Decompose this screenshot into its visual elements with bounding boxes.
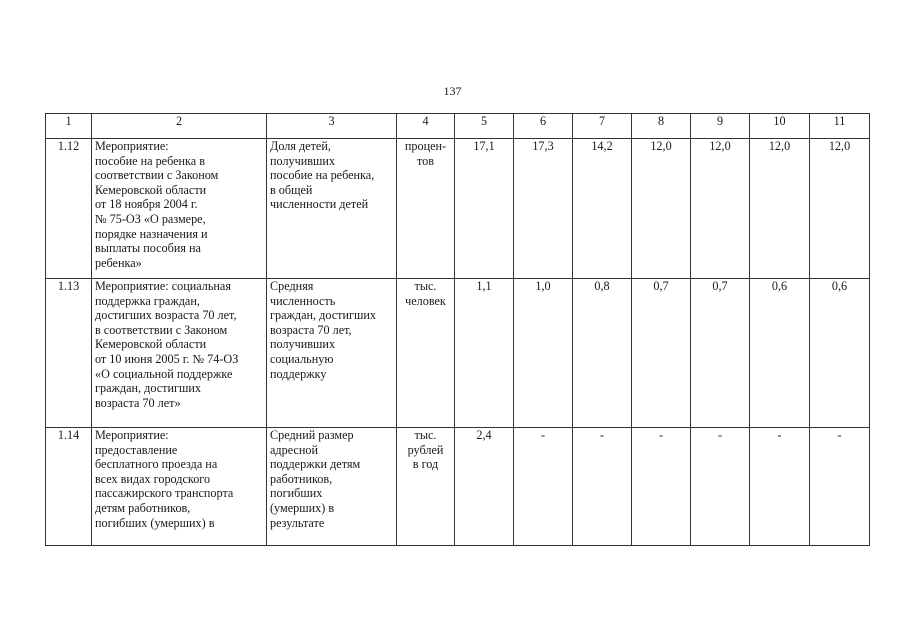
unit-cell: процен- тов	[397, 139, 455, 279]
value-cell: -	[750, 428, 810, 546]
row-number: 1.12	[46, 139, 92, 279]
value-cell: 12,0	[750, 139, 810, 279]
col-header: 11	[810, 114, 870, 139]
row-number: 1.13	[46, 279, 92, 428]
value-cell: 0,6	[750, 279, 810, 428]
col-header: 4	[397, 114, 455, 139]
value-cell: -	[573, 428, 632, 546]
value-cell: -	[691, 428, 750, 546]
indicator-cell: Доля детей, получивших пособие на ребенка, в общей численности детей	[267, 139, 397, 279]
col-header: 8	[632, 114, 691, 139]
unit-cell: тыс. рублей в год	[397, 428, 455, 546]
header-row	[46, 114, 870, 139]
col-header: 5	[455, 114, 514, 139]
table-row	[46, 428, 870, 546]
value-cell: 1,1	[455, 279, 514, 428]
value-cell: 0,7	[691, 279, 750, 428]
table-row	[46, 279, 870, 428]
value-cell: 12,0	[632, 139, 691, 279]
indicators-table	[45, 113, 870, 546]
value-cell: 2,4	[455, 428, 514, 546]
col-header: 1	[46, 114, 92, 139]
indicator-cell: Средняя численность граждан, достигших возраста 70 лет, получивших социальную поддержку	[267, 279, 397, 428]
value-cell: -	[810, 428, 870, 546]
value-cell: 17,3	[514, 139, 573, 279]
indicator-cell: Средний размер адресной поддержки детям работников, погибших (умерших) в результате	[267, 428, 397, 546]
unit-cell: тыс. человек	[397, 279, 455, 428]
value-cell: -	[514, 428, 573, 546]
col-header: 7	[573, 114, 632, 139]
value-cell: 12,0	[810, 139, 870, 279]
activity-cell: Мероприятие: пособие на ребенка в соответствии с Законом Кемеровской области от 18 ноября 2004 г. № 75-ОЗ «О размере, порядке назначения и выплаты пособия на ребенка»	[92, 139, 267, 279]
col-header: 9	[691, 114, 750, 139]
col-header: 6	[514, 114, 573, 139]
col-header: 3	[267, 114, 397, 139]
value-cell: 12,0	[691, 139, 750, 279]
value-cell: 17,1	[455, 139, 514, 279]
activity-cell: Мероприятие: предоставление бесплатного проезда на всех видах городского пассажирского транспорта детям работников, погибших (умерших) в	[92, 428, 267, 546]
row-number: 1.14	[46, 428, 92, 546]
value-cell: 0,7	[632, 279, 691, 428]
value-cell: 14,2	[573, 139, 632, 279]
value-cell: -	[632, 428, 691, 546]
col-header: 2	[92, 114, 267, 139]
value-cell: 0,8	[573, 279, 632, 428]
activity-cell: Мероприятие: социальная поддержка граждан, достигших возраста 70 лет, в соответствии с Законом Кемеровской области от 10 июня 2005 г. № 74-ОЗ «О социальной поддержке граждан, достигших возраста 70 лет»	[92, 279, 267, 428]
value-cell: 1,0	[514, 279, 573, 428]
col-header: 10	[750, 114, 810, 139]
table-row	[46, 139, 870, 279]
value-cell: 0,6	[810, 279, 870, 428]
page-number: 137	[443, 84, 462, 98]
